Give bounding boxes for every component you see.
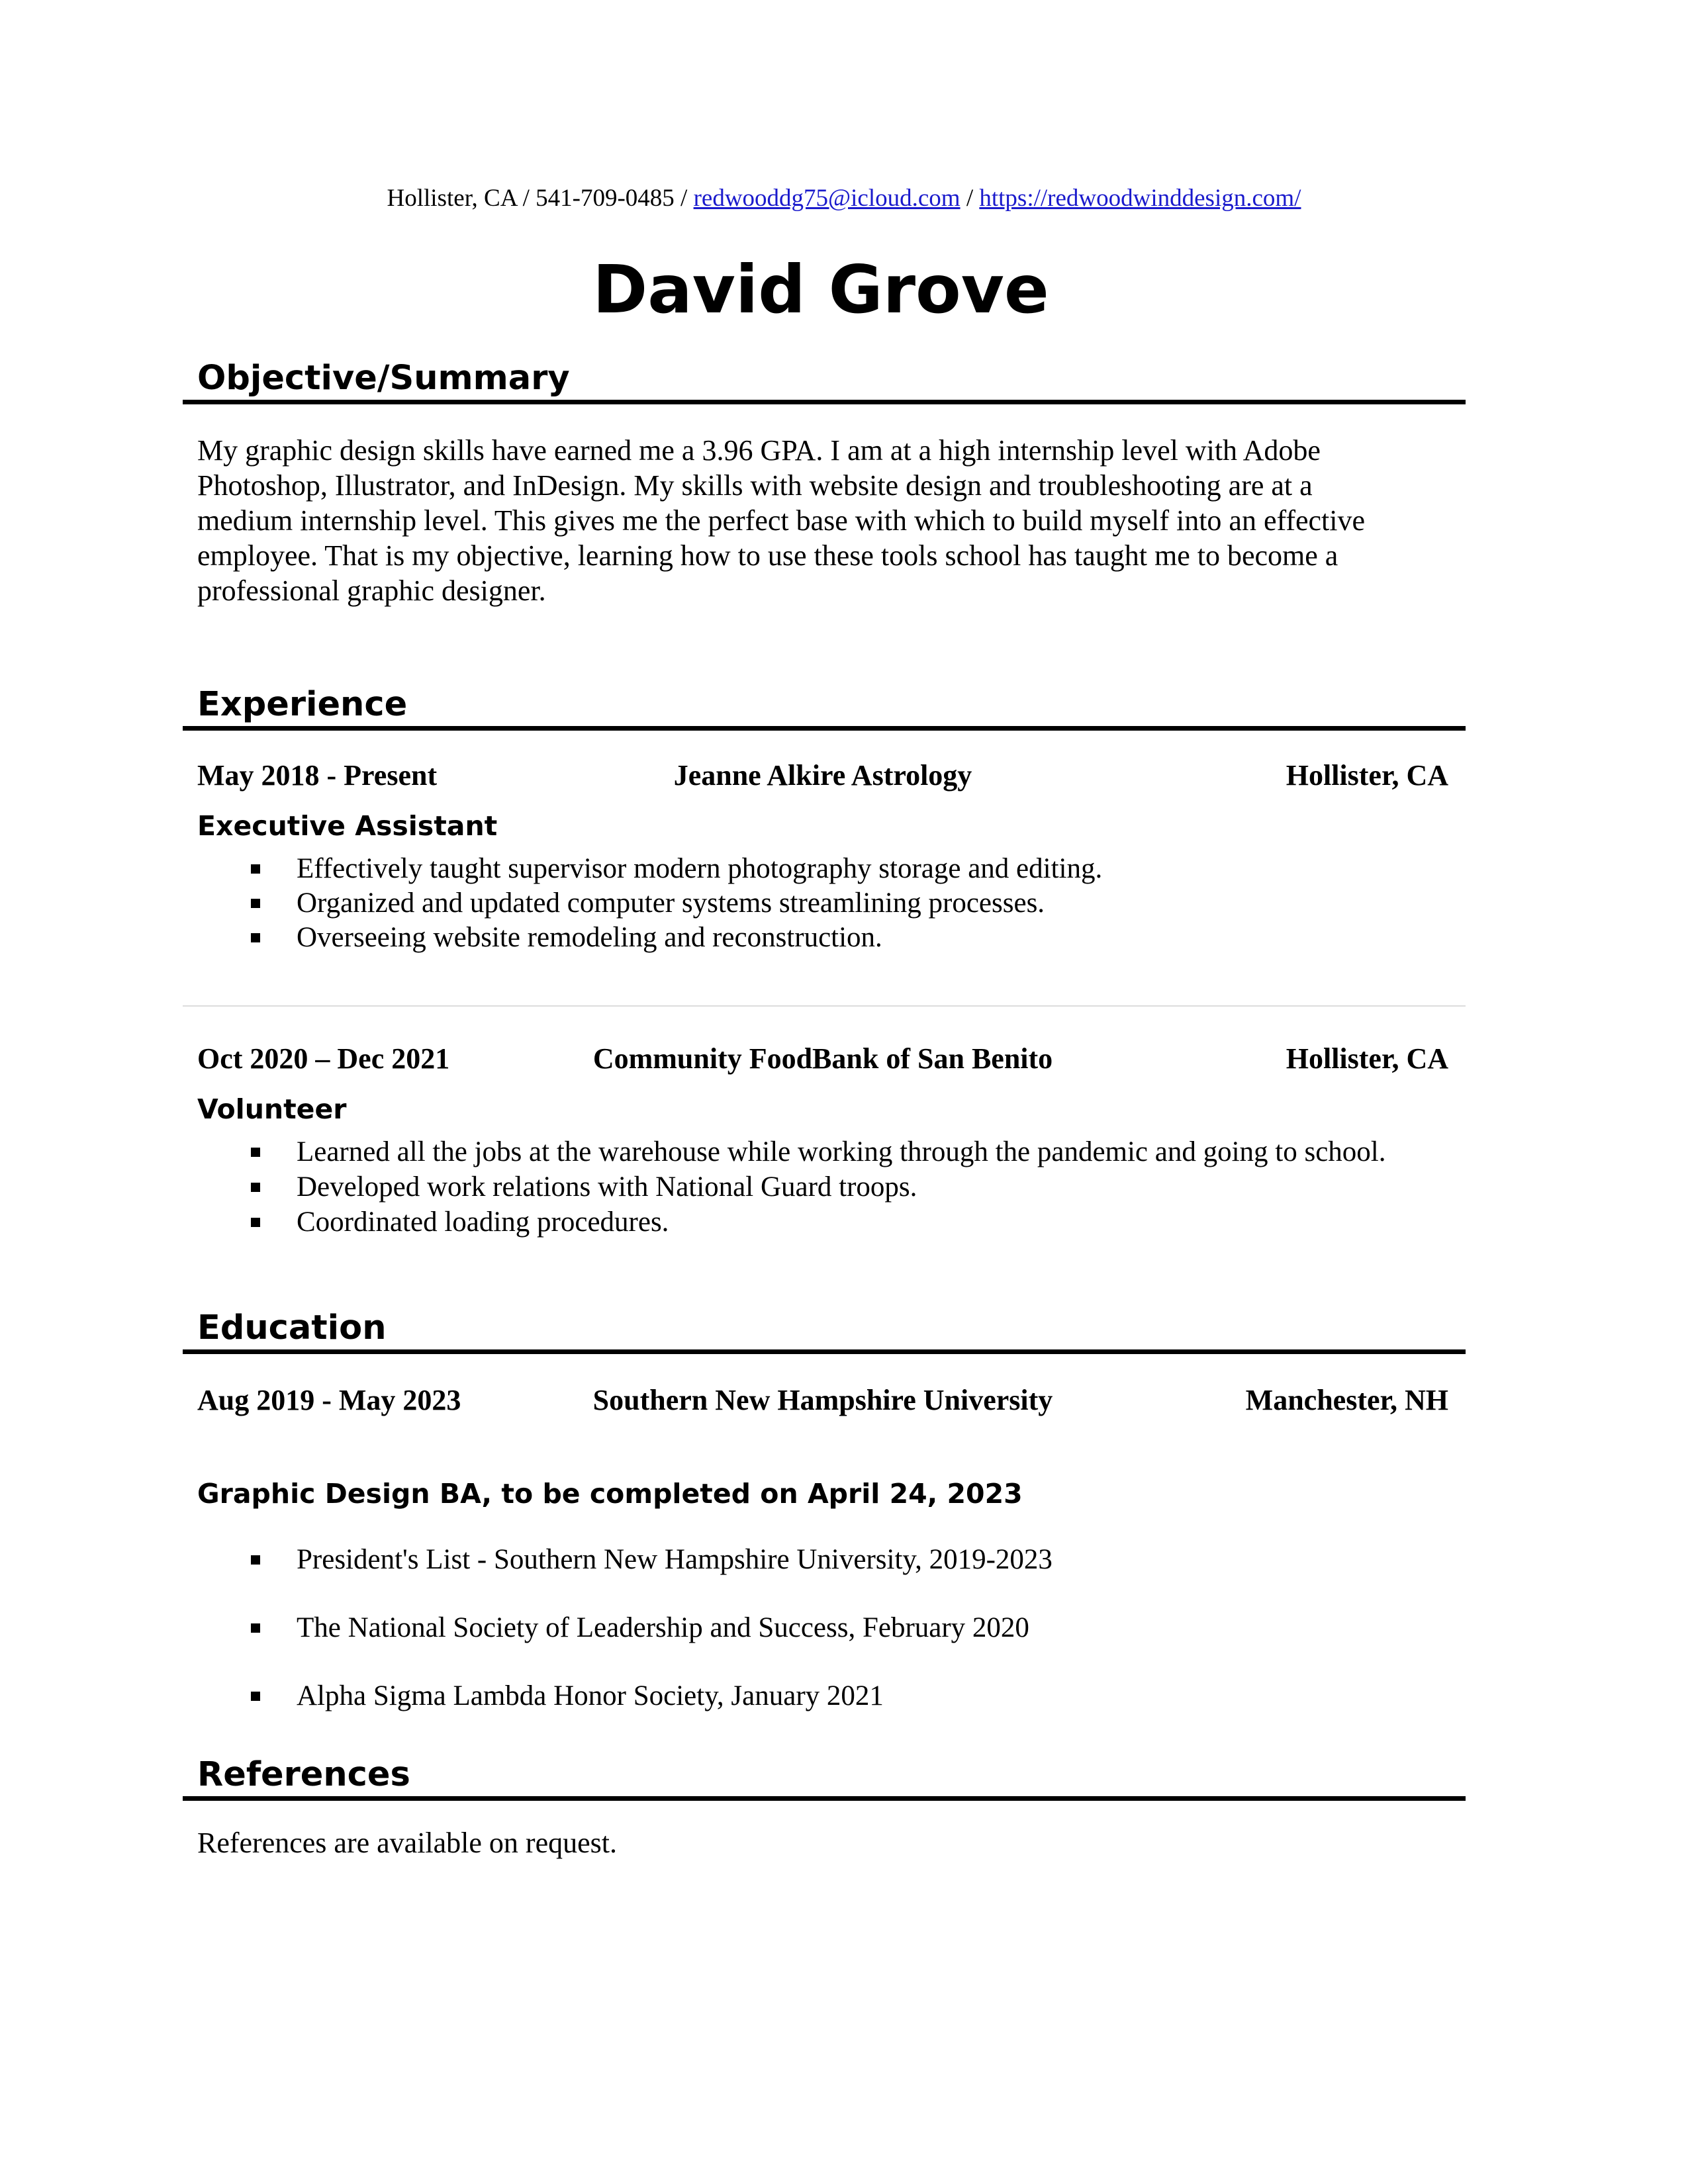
job-location: Hollister, CA	[1286, 1042, 1448, 1075]
bullet-square-icon	[251, 1555, 260, 1565]
job-dates: May 2018 - Present	[197, 759, 438, 792]
list-item-text: Developed work relations with National Guard troops.	[297, 1171, 917, 1203]
list-item-text: The National Society of Leadership and Success, February 2020	[297, 1612, 1029, 1643]
bullet-square-icon	[251, 1148, 260, 1157]
job-location: Hollister, CA	[1286, 759, 1448, 792]
objective-line: Photoshop, Illustrator, and InDesign. My skills with website design and troubleshooting are at a	[197, 469, 1313, 502]
job-dates: Oct 2020 – Dec 2021	[197, 1042, 450, 1075]
objective-line: employee. That is my objective, learning how to use these tools school has taught me to become a	[197, 539, 1338, 572]
job-divider	[183, 1005, 1466, 1007]
bullet-square-icon	[251, 933, 260, 942]
email-link[interactable]: redwooddg75@icloud.com	[693, 185, 961, 212]
bullet-square-icon	[251, 1623, 260, 1633]
education-degree: Graphic Design BA, to be completed on April 24, 2023	[197, 1478, 1023, 1510]
section-title: References	[197, 1755, 410, 1794]
list-item-text: Alpha Sigma Lambda Honor Society, January 2021	[297, 1680, 884, 1711]
website-link[interactable]: https://redwoodwinddesign.com/	[979, 185, 1301, 212]
objective-line: My graphic design skills have earned me a 3.96 GPA. I am at a high internship level with Adobe	[197, 434, 1321, 467]
job-organization: Community FoodBank of San Benito	[592, 1042, 1053, 1075]
bullet-square-icon	[251, 899, 260, 908]
objective-line: medium internship level. This gives me the perfect base with which to build myself into an effective	[197, 504, 1366, 537]
list-item-text: Overseeing website remodeling and reconstruction.	[297, 922, 882, 953]
bullet-square-icon	[251, 1183, 260, 1192]
contact-location-phone: Hollister, CA / 541-709-0485 /	[387, 185, 694, 212]
list-item-text: Coordinated loading procedures.	[297, 1206, 669, 1238]
section-heading-references	[183, 1741, 1466, 1801]
list-item-text: Learned all the jobs at the warehouse while working through the pandemic and going to school.	[297, 1136, 1386, 1167]
section-title: Objective/Summary	[197, 359, 570, 398]
job-header-row	[197, 1039, 1448, 1079]
bullet-square-icon	[251, 1218, 260, 1227]
section-title: Education	[197, 1308, 387, 1347]
section-heading-experience	[183, 670, 1466, 731]
objective-line: professional graphic designer.	[197, 574, 546, 607]
contact-line	[0, 183, 1688, 214]
job-role: Volunteer	[197, 1093, 347, 1125]
job-header-row	[197, 756, 1448, 796]
objective-paragraph	[197, 433, 1455, 608]
list-item-text: President's List - Southern New Hampshire University, 2019-2023	[297, 1544, 1053, 1575]
contact-separator: /	[960, 185, 980, 212]
section-heading-education	[183, 1294, 1466, 1354]
section-title: Experience	[197, 685, 408, 724]
list-item-text: Effectively taught supervisor modern photography storage and editing.	[297, 853, 1103, 884]
list-item-text: Organized and updated computer systems streamlining processes.	[297, 887, 1045, 919]
education-school: Southern New Hampshire University	[592, 1384, 1053, 1416]
education-dates: Aug 2019 - May 2023	[197, 1384, 461, 1416]
job-organization: Jeanne Alkire Astrology	[673, 759, 972, 792]
education-location: Manchester, NH	[1245, 1384, 1448, 1416]
references-text: References are available on request.	[197, 1827, 617, 1859]
candidate-name: David Grove	[592, 251, 1049, 328]
section-heading-objective	[183, 344, 1466, 404]
job-role: Executive Assistant	[197, 810, 498, 842]
bullet-square-icon	[251, 864, 260, 874]
bullet-square-icon	[251, 1692, 260, 1701]
education-header-row	[197, 1381, 1448, 1420]
